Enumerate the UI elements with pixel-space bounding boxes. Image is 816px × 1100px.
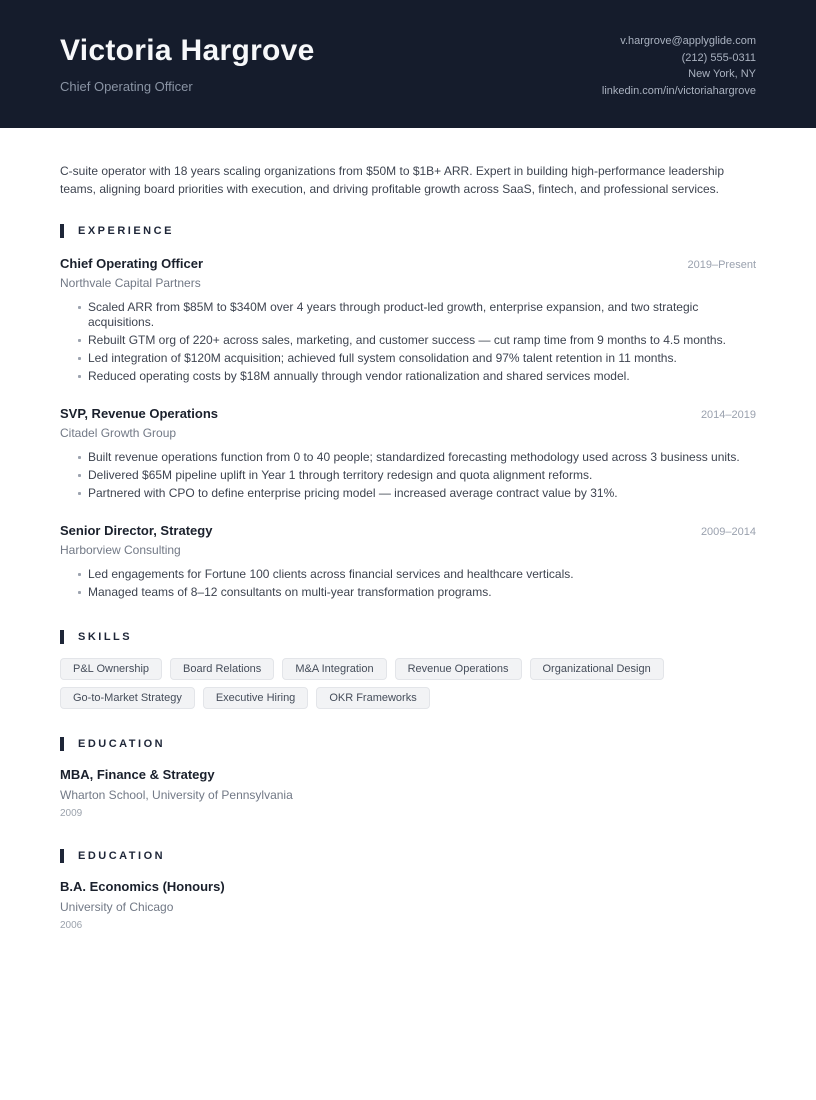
education-degree: MBA, Finance & Strategy: [60, 767, 215, 782]
skill-pill: M&A Integration: [282, 658, 386, 680]
bullet-icon: [78, 591, 81, 594]
bullet-icon: [78, 492, 81, 495]
job-bullet-text: Partnered with CPO to define enterprise pricing model — increased average contract value by 31%.: [88, 486, 618, 500]
job-bullet-text: Delivered $65M pipeline uplift in Year 1 through territory redesign and quota alignment reforms.: [88, 468, 593, 482]
bullet-icon: [78, 375, 81, 378]
education-year: 2006: [60, 920, 83, 931]
education-school: Wharton School, University of Pennsylvania: [60, 788, 293, 802]
person-name: Victoria Hargrove: [60, 34, 315, 67]
job-bullet-text: Led integration of $120M acquisition; achieved full system consolidation and 97% talent retention in 11 months.: [88, 351, 677, 365]
skill-pill: Revenue Operations: [395, 658, 522, 680]
contact-email: v.hargrove@applyglide.com: [620, 35, 756, 47]
section-heading-education: EDUCATION: [60, 849, 756, 863]
job-company: Harborview Consulting: [60, 543, 181, 557]
education-school: University of Chicago: [60, 900, 174, 914]
job-entry: [60, 406, 756, 501]
job-bullet: [60, 351, 756, 366]
contact-block: [602, 30, 756, 99]
bullet-icon: [78, 306, 81, 309]
job-dates: 2019–Present: [687, 259, 756, 271]
summary-text: C-suite operator with 18 years scaling organizations from $50M to $1B+ ARR. Expert in building high-performance leadership teams, aligning board priorities with execution, and driving profitable growth across SaaS, fintech, and professional services.: [60, 164, 725, 196]
job-title: Senior Director, Strategy: [60, 523, 213, 538]
bullet-icon: [78, 573, 81, 576]
job-entry: [60, 523, 756, 600]
job-bullet-text: Led engagements for Fortune 100 clients across financial services and healthcare verticals.: [88, 567, 574, 581]
contact-linkedin: linkedin.com/in/victoriahargrove: [601, 84, 756, 97]
job-dates: 2009–2014: [700, 526, 756, 538]
education-entry: [60, 879, 756, 931]
bullet-icon: [78, 474, 81, 477]
job-bullet: [60, 369, 756, 384]
job-company: Citadel Growth Group: [60, 426, 177, 440]
job-bullet-text: Reduced operating costs by $18M annually through vendor rationalization and shared services model.: [88, 369, 630, 383]
skill-pill: OKR Frameworks: [316, 687, 429, 709]
skill-pill: Organizational Design: [530, 658, 664, 680]
job-bullet: [60, 300, 756, 330]
job-bullet-list: [60, 567, 756, 600]
job-title: SVP, Revenue Operations: [60, 406, 218, 421]
bullet-icon: [78, 357, 81, 360]
skill-pill: Executive Hiring: [203, 687, 308, 709]
job-bullet-text: Rebuilt GTM org of 220+ across sales, marketing, and customer success — cut ramp time from 9 months to 4.5 months.: [88, 333, 726, 347]
skill-pill: P&L Ownership: [60, 658, 162, 680]
skill-pill: Board Relations: [170, 658, 274, 680]
contact-phone: (212) 555-0311: [681, 51, 756, 64]
header-identity: [60, 30, 315, 94]
section-heading-skills: SKILLS: [60, 630, 756, 644]
job-bullet-text: Built revenue operations function from 0 to 40 people; standardized forecasting methodology used across 3 business units.: [88, 450, 740, 464]
job-bullet: [60, 450, 756, 465]
job-bullet-text: Managed teams of 8–12 consultants on multi-year transformation programs.: [88, 585, 492, 599]
section-heading-education: EDUCATION: [60, 737, 756, 751]
job-company: Northvale Capital Partners: [60, 276, 201, 290]
job-dates: 2014–2019: [700, 409, 756, 421]
skill-pill: Go-to-Market Strategy: [60, 687, 195, 709]
education-degree: B.A. Economics (Honours): [60, 879, 225, 894]
job-bullet-list: [60, 300, 756, 384]
resume-body: [0, 163, 816, 971]
education-entry: [60, 767, 756, 819]
job-bullet: [60, 567, 756, 582]
section-heading-experience: EXPERIENCE: [60, 224, 756, 238]
job-entry: [60, 256, 756, 384]
job-header: [60, 256, 756, 271]
bullet-icon: [78, 456, 81, 459]
education-year: 2009: [60, 808, 83, 819]
job-bullet: [60, 333, 756, 348]
job-bullet-text: Scaled ARR from $85M to $340M over 4 years through product-led growth, enterprise expansion, and two strategic acquisitions.: [88, 300, 699, 329]
contact-location: New York, NY: [688, 68, 756, 80]
job-bullet: [60, 468, 756, 483]
job-bullet: [60, 585, 756, 600]
bullet-icon: [78, 339, 81, 342]
job-bullet-list: [60, 450, 756, 501]
job-title: Chief Operating Officer: [60, 256, 204, 271]
resume-header: [0, 0, 816, 128]
skills-pill-list: [60, 658, 756, 709]
person-job-title: Chief Operating Officer: [60, 79, 193, 94]
job-bullet: [60, 486, 756, 501]
job-header: [60, 406, 756, 421]
job-header: [60, 523, 756, 538]
